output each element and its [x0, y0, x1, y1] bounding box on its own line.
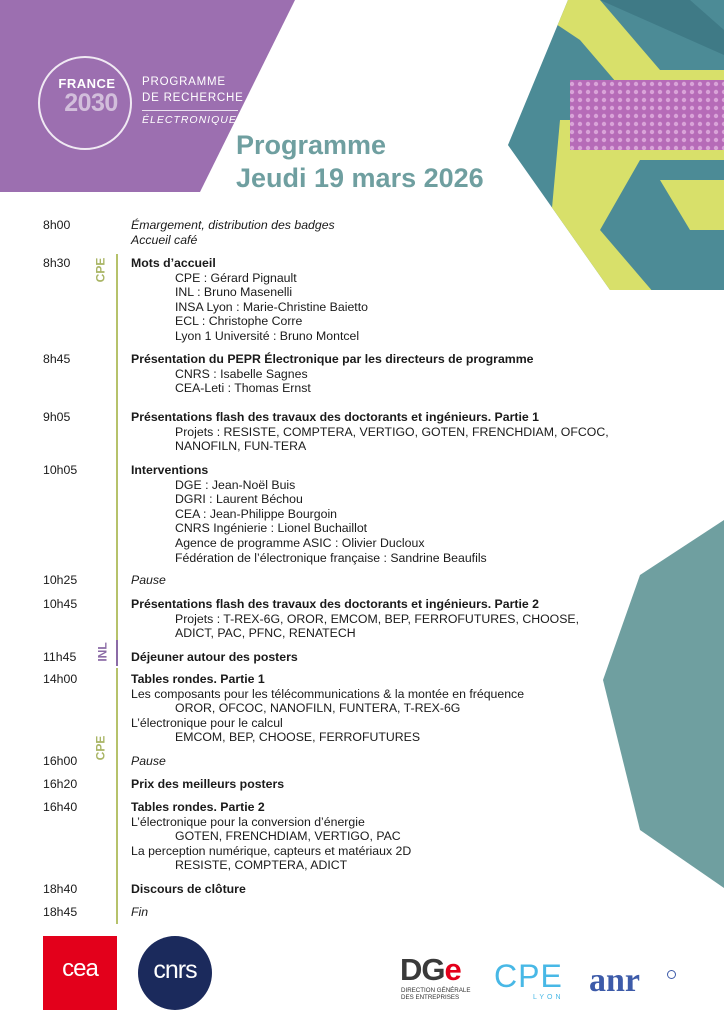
schedule-time: 10h05 [43, 463, 78, 477]
cpe-section-label-bottom: CPE [93, 735, 108, 761]
cnrs-logo-text: cnrs [153, 956, 197, 984]
schedule-time: 8h00 [43, 218, 71, 232]
schedule-line: Fin [131, 905, 149, 919]
schedule-line: INL : Bruno Masenelli [175, 285, 293, 300]
schedule-line: INSA Lyon : Marie-Christine Baietto [175, 299, 368, 314]
schedule-line: CNRS : Isabelle Sagnes [175, 366, 308, 381]
program-label-line2: DE RECHERCHE [142, 92, 244, 104]
schedule-line: Accueil café [131, 232, 198, 247]
schedule-time: 10h45 [43, 597, 78, 611]
schedule-line: Pause [131, 573, 166, 587]
schedule-line: OROR, OFCOC, NANOFILN, FUNTERA, T-REX-6G [175, 701, 461, 716]
schedule-line: ECL : Christophe Corre [175, 314, 303, 329]
schedule-time: 16h00 [43, 754, 78, 768]
cpe-section-bar-top [116, 254, 118, 642]
schedule-line: L’électronique pour le calcul [131, 715, 283, 730]
schedule-line: Émargement, distribution des badges [131, 218, 335, 232]
cpe-section-label-top: CPE [93, 257, 108, 283]
schedule-line: NANOFILN, FUN-TERA [175, 439, 307, 454]
dge-subtitle-line1: DIRECTION GÉNÉRALE [401, 987, 471, 994]
dge-subtitle-line2: DES ENTREPRISES [401, 994, 460, 1001]
schedule-line: ADICT, PAC, PFNC, RENATECH [175, 626, 356, 641]
schedule-line: DGRI : Laurent Béchou [175, 492, 303, 507]
schedule-line: DGE : Jean-Noël Buis [175, 477, 296, 492]
logo-france-text: FRANCE [58, 76, 116, 91]
inl-section-label: INL [95, 642, 110, 662]
dge-logo-text: DG [400, 952, 445, 987]
schedule-time: 18h45 [43, 905, 78, 919]
schedule-line: CEA-Leti : Thomas Ernst [175, 381, 311, 396]
schedule-title: Présentations flash des travaux des doctorants et ingénieurs. Partie 2 [131, 597, 539, 611]
cpe-lyon-logo: CPE [494, 958, 563, 994]
schedule-line: CEA : Jean-Philippe Bourgoin [175, 506, 338, 521]
schedule-line: Fédération de l’électronique française : Sandrine Beaufils [175, 550, 487, 565]
page-title: Programme [236, 130, 387, 160]
schedule-time: 8h30 [43, 256, 71, 270]
schedule-title: Tables rondes. Partie 2 [131, 800, 265, 814]
dge-logo [400, 952, 461, 988]
dge-logo-e: e [444, 952, 461, 987]
schedule-time: 16h20 [43, 777, 78, 791]
schedule-line: Les composants pour les télécommunications & la montée en fréquence [131, 686, 525, 701]
schedule-line: Projets : RESISTE, COMPTERA, VERTIGO, GOTEN, FRENCHDIAM, OFCOC, [175, 424, 609, 439]
logo-2030-text: 2030 [64, 89, 118, 117]
schedule-time: 8h45 [43, 352, 71, 366]
program-label-line1: PROGRAMME [142, 76, 226, 88]
schedule-line: EMCOM, BEP, CHOOSE, FERROFUTURES [175, 730, 421, 745]
program-label-line3: ÉLECTRONIQUE [142, 114, 237, 126]
schedule-title: Déjeuner autour des posters [131, 650, 298, 664]
schedule-title: Présentation du PEPR Électronique par les directeurs de programme [131, 352, 534, 366]
schedule-time: 11h45 [43, 650, 77, 664]
cea-logo-text: cea [62, 955, 98, 982]
schedule-title: Prix des meilleurs posters [131, 777, 285, 791]
anr-registered-icon [667, 970, 676, 979]
anr-logo: anr [589, 962, 640, 999]
cpe-lyon-subtitle: LYON [533, 994, 564, 1001]
schedule-time: 14h00 [43, 672, 78, 686]
schedule-title: Tables rondes. Partie 1 [131, 672, 265, 686]
schedule-title: Présentations flash des travaux des doctorants et ingénieurs. Partie 1 [131, 410, 539, 424]
schedule-time: 10h25 [43, 573, 78, 587]
inl-section-bar [116, 640, 118, 666]
schedule-time: 9h05 [43, 410, 71, 424]
schedule-title: Interventions [131, 463, 209, 477]
schedule-line: GOTEN, FRENCHDIAM, VERTIGO, PAC [175, 829, 401, 844]
page-date: Jeudi 19 mars 2026 [236, 163, 484, 193]
schedule-line: Projets : T-REX-6G, OROR, EMCOM, BEP, FERROFUTURES, CHOOSE, [175, 611, 580, 626]
schedule-line: CPE : Gérard Pignault [175, 270, 297, 285]
schedule-time: 18h40 [43, 882, 78, 896]
cpe-section-bar-bottom [116, 668, 118, 924]
schedule-line: RESISTE, COMPTERA, ADICT [175, 858, 348, 873]
schedule-line: Lyon 1 Université : Bruno Montcel [175, 328, 360, 343]
schedule-line: La perception numérique, capteurs et matériaux 2D [131, 843, 412, 858]
schedule-line: Agence de programme ASIC : Olivier Ducloux [175, 535, 425, 550]
schedule-title: Mots d’accueil [131, 256, 216, 270]
schedule-title: Discours de clôture [131, 882, 246, 896]
schedule-line: Pause [131, 754, 166, 768]
schedule-line: CNRS Ingénierie : Lionel Buchaillot [175, 521, 368, 536]
schedule-time: 16h40 [43, 800, 78, 814]
schedule-line: L’électronique pour la conversion d’énergie [131, 814, 365, 829]
